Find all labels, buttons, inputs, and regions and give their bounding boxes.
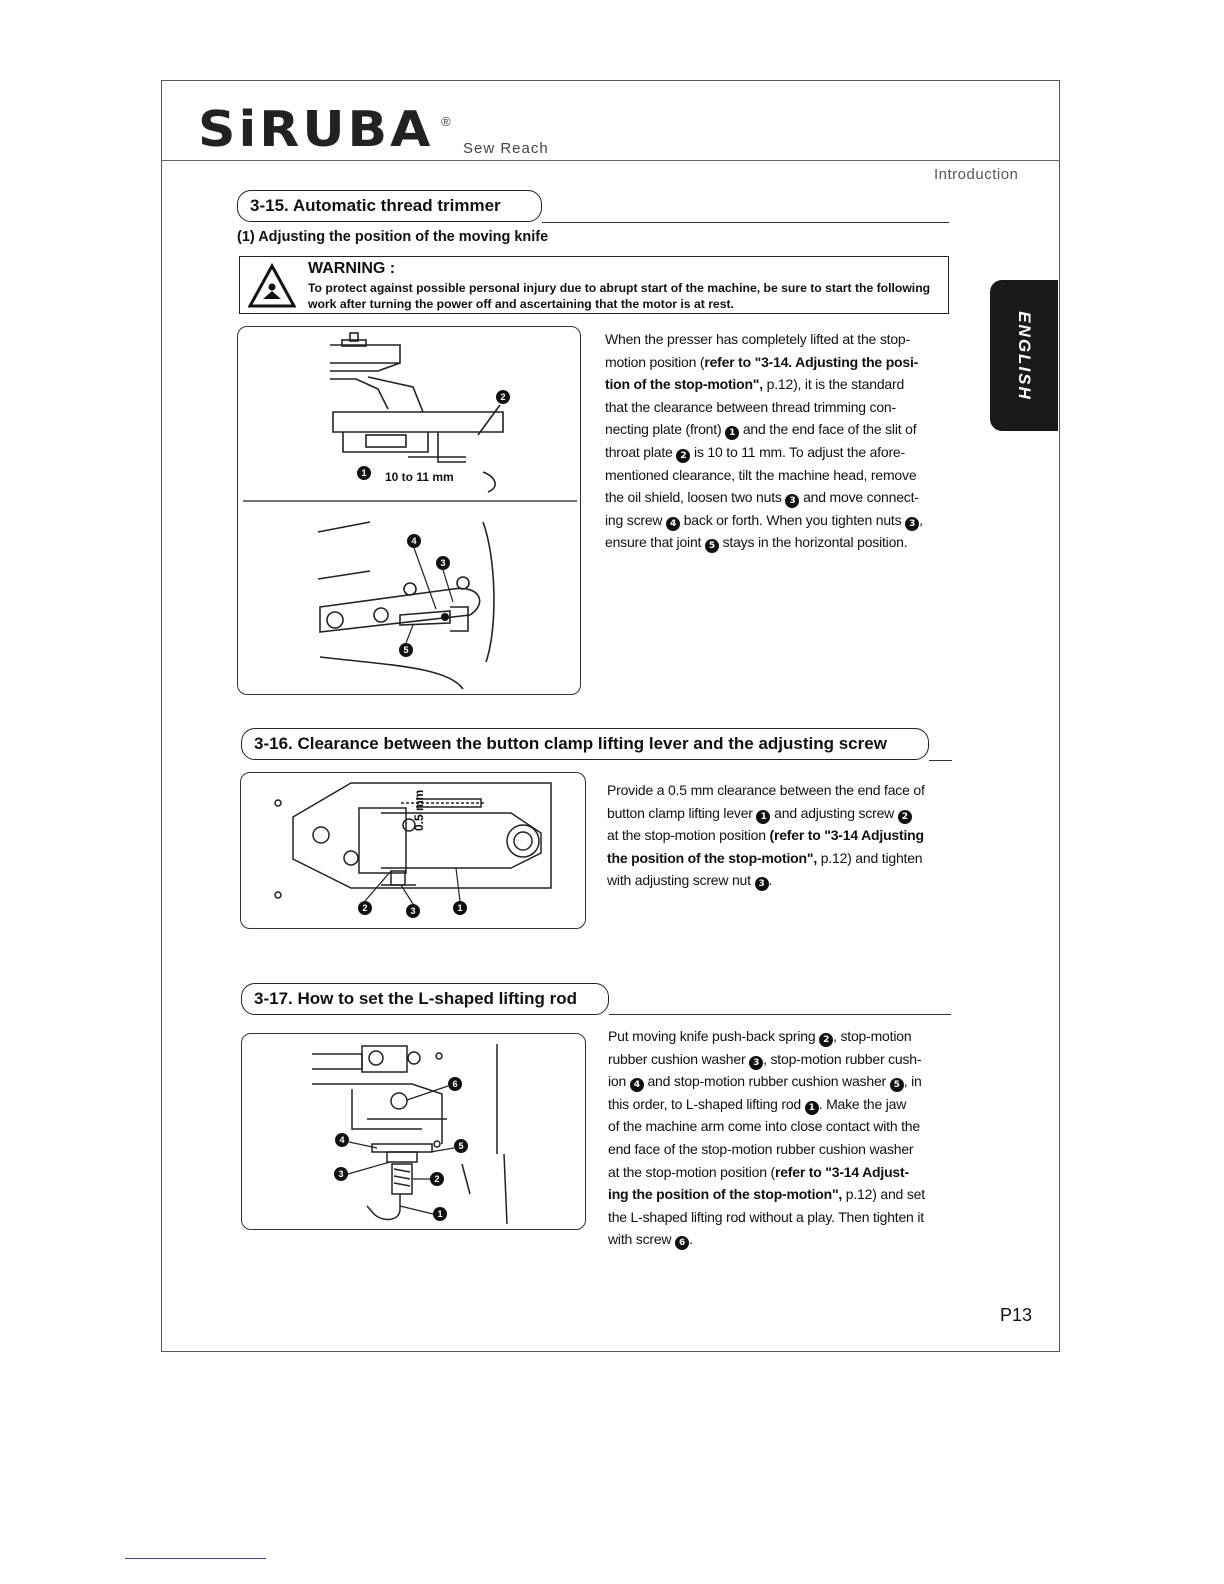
text-line — [608, 1093, 925, 1116]
callout-number: 2 — [819, 1033, 833, 1047]
text-segment: and move connect- — [799, 489, 919, 506]
warning-triangle-icon — [248, 263, 296, 309]
text-segment: stays in the horizontal position. — [718, 534, 908, 551]
section-3-16-text — [607, 779, 925, 892]
text-line — [605, 464, 923, 487]
svg-text:2: 2 — [434, 1174, 440, 1184]
text-segment: the position of the stop-motion", — [607, 849, 818, 866]
text-segment: with screw — [608, 1231, 676, 1248]
l-shaped-rod-diagram — [242, 1034, 586, 1230]
text-segment: When the presser has completely lifted at the stop- — [605, 331, 910, 347]
text-line — [608, 1183, 925, 1206]
text-line — [605, 418, 923, 441]
text-segment: back or forth. When you tighten nuts — [680, 511, 906, 528]
svg-text:3: 3 — [440, 558, 446, 568]
callout-number: 5 — [705, 539, 719, 553]
text-line — [605, 509, 923, 532]
callout-number: 1 — [805, 1101, 819, 1115]
svg-text:5: 5 — [458, 1141, 464, 1151]
text-segment: ing screw — [605, 511, 667, 528]
gap-label: 0.5 mm — [412, 789, 426, 831]
text-segment: the oil shield, loosen two nuts — [605, 489, 786, 506]
text-segment: , — [919, 511, 923, 528]
text-line — [608, 1115, 925, 1138]
text-segment: , stop-motion — [833, 1028, 912, 1044]
text-line — [608, 1070, 925, 1093]
text-line — [605, 441, 923, 464]
text-segment: of the machine arm come into close contact with the — [608, 1118, 920, 1135]
text-segment: p.12), it is the standard — [762, 376, 905, 393]
svg-text:1: 1 — [361, 468, 367, 478]
section-3-16-rule — [929, 760, 952, 761]
callout-number: 4 — [666, 517, 680, 531]
warning-body: To protect against possible personal injury due to abrupt start of the machine, be sure to start the following work after turning the power off and ascertaining that the motor is at rest. — [308, 281, 931, 311]
text-line — [605, 373, 923, 396]
text-segment: . — [689, 1231, 693, 1248]
text-segment: ion — [608, 1073, 630, 1090]
text-line — [607, 779, 925, 802]
svg-text:6: 6 — [452, 1079, 458, 1089]
section-3-15-text — [605, 328, 923, 554]
svg-text:2: 2 — [362, 903, 368, 913]
text-line — [608, 1228, 925, 1251]
callout-number: 5 — [890, 1078, 904, 1092]
svg-text:4: 4 — [411, 536, 417, 546]
svg-text:1: 1 — [457, 903, 463, 913]
section-3-15-rule — [542, 222, 949, 223]
callout-number: 3 — [755, 877, 769, 891]
section-3-17-title: 3-17. How to set the L-shaped lifting rod — [241, 983, 609, 1015]
text-segment: p.12) and tighten — [817, 849, 923, 866]
text-line — [608, 1161, 925, 1184]
callout-number: 1 — [725, 426, 739, 440]
language-tab — [990, 280, 1058, 431]
section-label: Introduction — [934, 166, 1019, 183]
callout-number: 1 — [756, 810, 770, 824]
text-segment: button clamp lifting lever — [607, 804, 757, 821]
section-3-15-subtitle: (1) Adjusting the position of the moving knife — [237, 229, 549, 245]
page-number: P13 — [1000, 1305, 1033, 1325]
moving-knife-diagram — [238, 327, 581, 695]
svg-text:5: 5 — [403, 645, 409, 655]
svg-text:3: 3 — [410, 906, 416, 916]
text-segment: at the stop-motion position — [607, 827, 770, 844]
text-segment: rubber cushion washer — [608, 1050, 750, 1067]
text-line — [607, 869, 925, 892]
callout-number: 2 — [676, 449, 690, 463]
header-divider — [161, 160, 1060, 161]
text-segment: the L-shaped lifting rod without a play. Then tighten it — [608, 1208, 924, 1225]
section-3-17-rule — [609, 1014, 951, 1015]
text-segment: p.12) and set — [842, 1186, 925, 1203]
svg-text:3: 3 — [338, 1169, 344, 1179]
text-line — [608, 1206, 925, 1229]
callout-number: 4 — [630, 1078, 644, 1092]
figure-moving-knife — [237, 326, 581, 695]
callout-number: 3 — [749, 1056, 763, 1070]
text-segment: and the end face of the slit of — [739, 421, 917, 438]
text-segment: ensure that joint — [605, 534, 705, 551]
text-segment: Provide a 0.5 mm clearance between the end face of — [607, 782, 925, 798]
svg-text:4: 4 — [339, 1135, 345, 1145]
text-segment: throat plate — [605, 443, 677, 460]
brand-logo: SiRUBA — [198, 101, 434, 159]
footnote-rule — [125, 1558, 266, 1559]
callout-number: 3 — [785, 494, 799, 508]
text-segment: , in — [903, 1073, 922, 1090]
text-line — [605, 328, 923, 351]
text-segment: that the clearance between thread trimming con- — [605, 398, 896, 415]
svg-text:2: 2 — [500, 392, 506, 402]
text-line — [605, 486, 923, 509]
text-segment: . Make the jaw — [818, 1095, 907, 1112]
text-line — [605, 396, 923, 419]
text-segment: refer to "3-14. Adjusting the posi- — [704, 353, 919, 370]
svg-text:1: 1 — [437, 1209, 443, 1219]
text-segment: mentioned clearance, tilt the machine head, remove — [605, 466, 917, 483]
registered-mark: ® — [441, 114, 451, 129]
text-line — [608, 1138, 925, 1161]
section-3-15-title: 3-15. Automatic thread trimmer — [237, 190, 542, 222]
warning-title: WARNING : — [308, 260, 396, 277]
text-segment: , stop-motion rubber cush- — [763, 1050, 922, 1067]
figure-l-shaped-rod — [241, 1033, 586, 1230]
text-line — [605, 351, 923, 374]
warning-box — [239, 256, 949, 314]
clearance-label: 10 to 11 mm — [385, 470, 454, 484]
text-segment: with adjusting screw nut — [607, 872, 755, 889]
text-segment: tion of the stop-motion", — [605, 376, 763, 393]
text-segment: ing the position of the stop-motion", — [608, 1186, 843, 1203]
text-segment: is 10 to 11 mm. To adjust the afore- — [690, 443, 905, 460]
text-line — [608, 1048, 925, 1071]
callout-number: 6 — [675, 1236, 689, 1250]
text-segment: Put moving knife push-back spring — [608, 1028, 820, 1044]
text-segment: this order, to L-shaped lifting rod — [608, 1095, 805, 1112]
text-segment: and stop-motion rubber cushion washer — [643, 1073, 890, 1090]
figure-button-clamp — [240, 772, 586, 929]
brand-tagline: Sew Reach — [463, 140, 549, 157]
text-line — [608, 1025, 925, 1048]
text-segment: (refer to "3-14 Adjusting — [769, 827, 924, 844]
text-segment: . — [768, 872, 773, 889]
text-segment: at the stop-motion position ( — [608, 1163, 775, 1180]
language-tab-label: ENGLISH — [1015, 310, 1034, 401]
callout-number: 3 — [905, 517, 919, 531]
text-line — [607, 824, 925, 847]
section-3-16-title: 3-16. Clearance between the button clamp lifting lever and the adjusting screw — [241, 728, 929, 760]
text-line — [605, 531, 923, 554]
text-line — [607, 802, 925, 825]
section-3-17-text — [608, 1025, 925, 1251]
callout-number: 2 — [898, 810, 912, 824]
text-segment: refer to "3-14 Adjust- — [774, 1163, 909, 1180]
text-segment: motion position ( — [605, 353, 705, 370]
text-segment: and adjusting screw — [770, 804, 898, 821]
text-line — [607, 847, 925, 870]
text-segment: necting plate (front) — [605, 421, 726, 438]
text-segment: end face of the stop-motion rubber cushion washer — [608, 1140, 914, 1157]
